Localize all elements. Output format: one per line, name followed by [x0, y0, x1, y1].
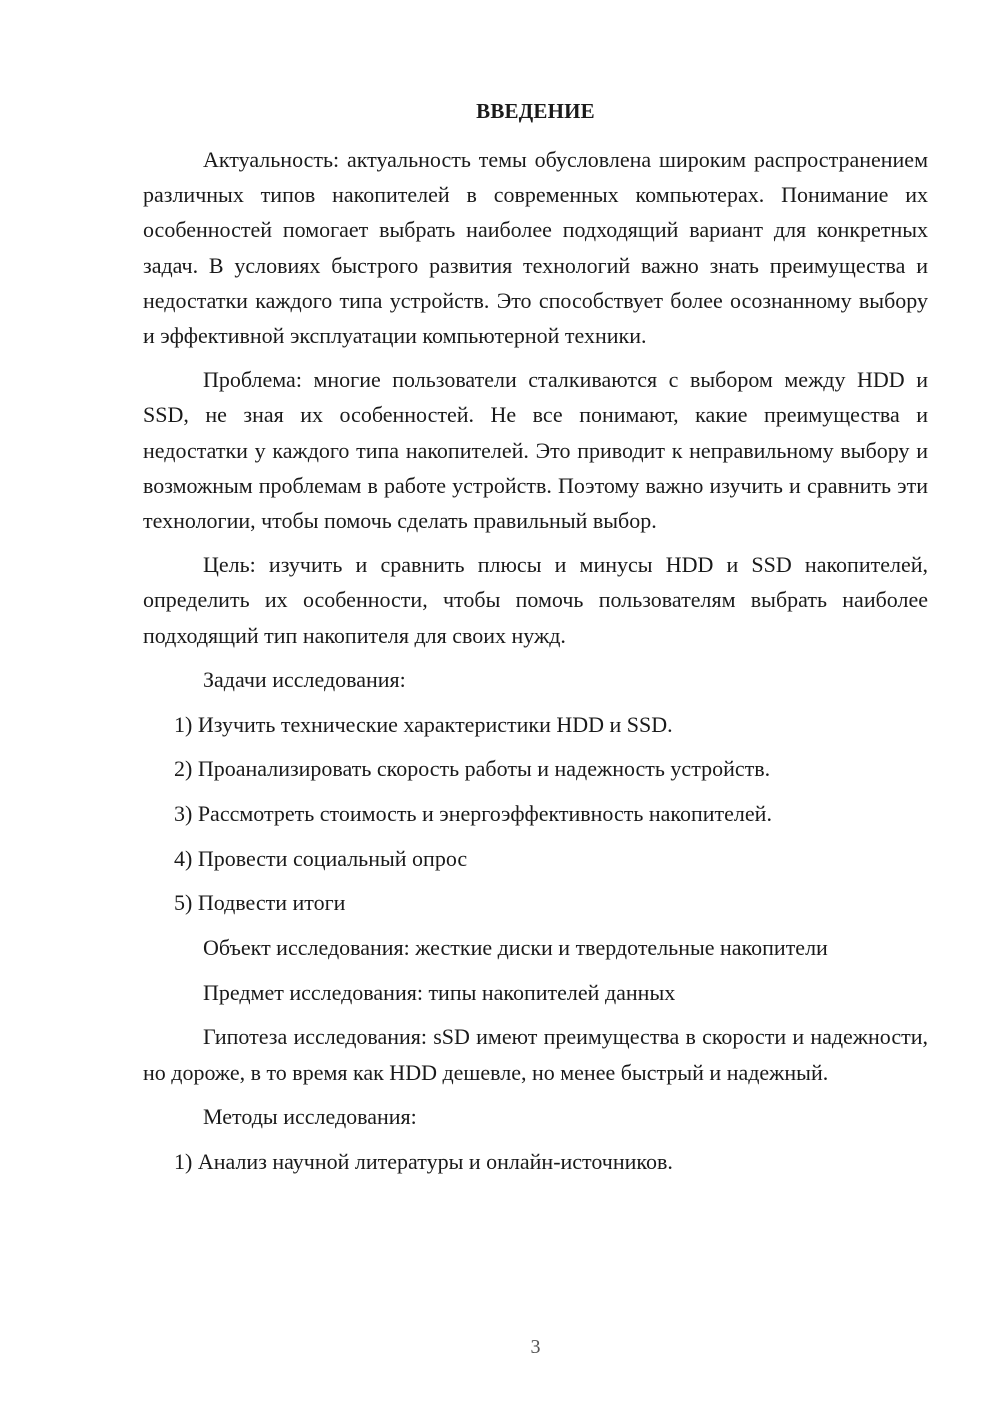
hypothesis-paragraph: Гипотеза исследования: sSD имеют преимущества в скорости и надежности, но дороже, в то время как HDD дешевле, но менее быстрый и надежный. [143, 1024, 928, 1085]
page-number: 3 [530, 1336, 541, 1358]
section-title: ВВЕДЕНИЕ [476, 99, 595, 123]
relevance-paragraph: Актуальность: актуальность темы обусловлена широким распространением различных типов накопителей в современных компьютерах. Понимание их особенностей помогает выбрать наиболее подходящий вариант для конкретных задач. В условиях быстрого развития технологий важно знать преимущества и недостатки каждого типа устройств. Это способствует более осознанному выбору и эффективной эксплуатации компьютерной техники. [143, 147, 928, 349]
task-item: 2) Проанализировать скорость работы и надежность устройств. [174, 756, 771, 782]
subject-paragraph: Предмет исследования: типы накопителей данных [203, 979, 676, 1005]
task-item: 5) Подвести итоги [174, 890, 346, 916]
task-item: 4) Провести социальный опрос [174, 845, 468, 871]
method-item: 1) Анализ научной литературы и онлайн-источников. [174, 1148, 673, 1174]
goal-paragraph: Цель: изучить и сравнить плюсы и минусы HDD и SSD накопителей, определить их особенности, чтобы помочь пользователям выбрать наиболее подходящий тип накопителя для своих нужд. [143, 552, 928, 648]
task-item: 3) Рассмотреть стоимость и энергоэффективность накопителей. [174, 800, 772, 826]
task-item: 1) Изучить технические характеристики HDD и SSD. [174, 711, 673, 737]
tasks-heading: Задачи исследования: [203, 666, 406, 692]
object-paragraph: Объект исследования: жесткие диски и твердотельные накопители [203, 935, 828, 961]
problem-paragraph: Проблема: многие пользователи сталкиваются с выбором между HDD и SSD, не зная их особенностей. Не все понимают, какие преимущества и недостатки у каждого типа накопителей. Это приводит к неправильному выбору и возможным проблемам в работе устройств. Поэтому важно изучить и сравнить эти технологии, чтобы помочь сделать правильный выбор. [143, 367, 928, 534]
document-page [143, 0, 928, 1414]
methods-heading: Методы исследования: [203, 1103, 417, 1129]
body-text [143, 142, 928, 1188]
